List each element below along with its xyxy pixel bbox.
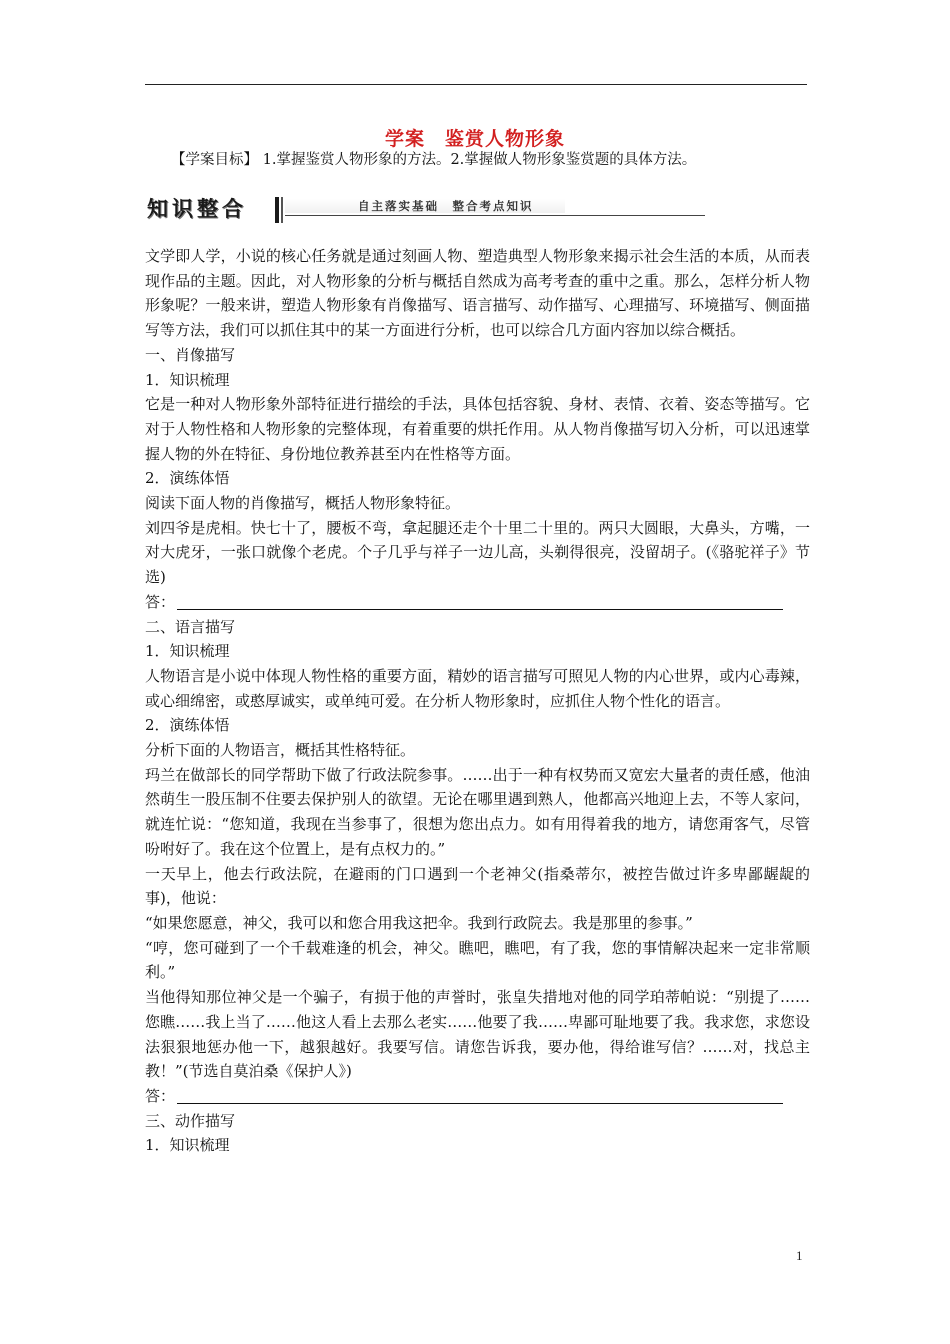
section-banner (145, 194, 645, 226)
section-heading: 三、动作描写 (145, 1111, 236, 1130)
section-heading: 二、语言描写 (145, 617, 236, 636)
banner-title: 知识整合 (147, 197, 247, 221)
reading-passage: 一天早上，他去行政法院，在避雨的门口遇到一个老神父(指桑蒂尔，被控告做过许多卑鄙龌龊的事)，他说： (145, 864, 810, 908)
subheading: 2．演练体悟 (145, 469, 230, 488)
reading-passage: “哼，您可碰到了一个千载难逢的机会，神父。瞧吧，瞧吧，有了我，您的事情解决起来一定非常顺利。” (145, 938, 810, 982)
learning-objective: 【学案目标】 1.掌握鉴赏人物形象的方法。2.掌握做人物形象鉴赏题的具体方法。 (171, 152, 697, 168)
answer-label: 答： (145, 1086, 176, 1105)
banner-divider-thin (281, 197, 283, 223)
paragraph: 人物语言是小说中体现人物性格的重要方面，精妙的语言描写可照见人物的内心世界，或内心毒辣，或心细绵密，或憨厚诚实，或单纯可爱。在分析人物形象时，应抓住人物个性化的语言。 (145, 666, 810, 710)
answer-blank[interactable] (177, 594, 783, 610)
task-instruction: 分析下面的人物语言，概括其性格特征。 (145, 741, 416, 760)
intro-paragraph: 文学即人学，小说的核心任务就是通过刻画人物、塑造典型人物形象来揭示社会生活的本质，从而表现作品的主题。因此，对人物形象的分析与概括自然成为高考考查的重中之重。那么，怎样分析人物形象呢？一般来讲，塑造人物形象有肖像描写、语言描写、动作描写、心理描写、环境描写、侧面描写等方法，我们可以抓住其中的某一方面进行分析，也可以综合几方面内容加以综合概括。 (145, 247, 810, 340)
section-heading: 一、肖像描写 (145, 345, 236, 364)
subheading: 2．演练体悟 (145, 716, 230, 735)
reading-passage: 刘四爷是虎相。快七十了，腰板不弯，拿起腿还走个十里二十里的。两只大圆眼，大鼻头，方嘴，一对大虎牙，一张口就像个老虎。个子几乎与祥子一边儿高，头剃得很亮，没留胡子。(《骆驼祥子》节选) (145, 518, 810, 587)
body-text (145, 244, 810, 1158)
banner-underline (285, 215, 705, 216)
reading-passage: 玛兰在做部长的同学帮助下做了行政法院参事。……出于一种有权势而又宽宏大量者的责任感，他油然萌生一股压制不住要去保护别人的欲望。无论在哪里遇到熟人，他都高兴地迎上去，不等人家问，就连忙说：“您知道，我现在当参事了，很想为您出点力。如有用得着我的地方，请您甭客气，尽管吩咐好了。我在这个位置上，是有点权力的。” (145, 765, 810, 858)
task-instruction: 阅读下面人物的肖像描写，概括人物形象特征。 (145, 494, 461, 513)
answer-line (145, 1084, 810, 1109)
answer-blank[interactable] (177, 1088, 783, 1104)
subheading: 1．知识梳理 (145, 642, 230, 661)
banner-divider (275, 197, 279, 223)
page-title: 学案 鉴赏人物形象 (384, 128, 565, 150)
reading-passage: 当他得知那位神父是一个骗子，有损于他的声誉时，张皇失措地对他的同学珀蒂帕说：“别提了……您瞧……我上当了……他这人看上去那么老实……他要了我……卑鄙可耻地要了我。我求您，求您设法狠狠地惩办他一下，越狠越好。我要写信。请您告诉我，要办他，得给谁写信？……对，找总主教！”(节选自莫泊桑《保护人》) (145, 988, 810, 1081)
page-number: 1 (796, 1248, 803, 1263)
answer-label: 答： (145, 592, 176, 611)
subheading: 1．知识梳理 (145, 370, 230, 389)
answer-line (145, 590, 810, 615)
header-rule (145, 84, 807, 85)
paragraph: 它是一种对人物形象外部特征进行描绘的手法，具体包括容貌、身材、表情、衣着、姿态等描写。它对于人物性格和人物形象的完整体现，有着重要的烘托作用。从人物肖像描写切入分析，可以迅速掌握人物的外在特征、身份地位教养甚至内在性格等方面。 (145, 395, 810, 463)
subheading: 1．知识梳理 (145, 1136, 230, 1155)
reading-passage: “如果您愿意，神父，我可以和您合用我这把伞。我到行政院去。我是那里的参事。” (145, 913, 693, 932)
banner-subtitle: 自主落实基础 整合考点知识 (358, 199, 534, 213)
